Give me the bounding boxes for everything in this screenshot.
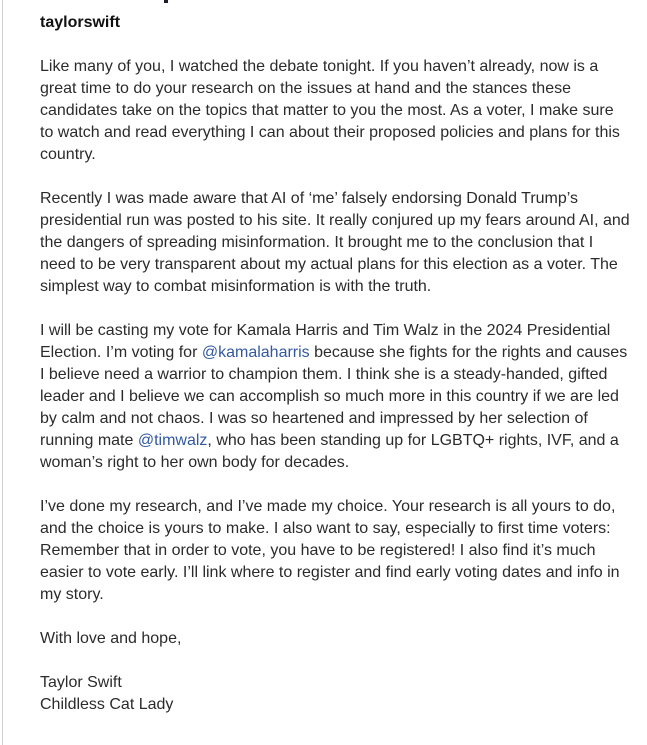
caption-text-between-mentions: because she fights for the rights and causes I believe need a warrior to champion them. I think she is a steady-handed, gifted leader and I believe we can accomplish so much more in this country if we are led by calm and not chaos. I was so heartened and impressed by her selection of running mate: [40, 344, 628, 449]
signature-name: Taylor Swift: [40, 674, 122, 691]
caption-paragraph-4: I’ve done my research, and I’ve made my choice. Your research is all yours to do, and the choice is yours to make. I also want to say, especially to first time voters: Remember that in order to vote, you have to be registered! I also find it’s much easier to vote early. I’ll link where to register and find early voting dates and info in my story.: [40, 498, 620, 603]
caption-paragraph-2: Recently I was made aware that AI of ‘me’ falsely endorsing Donald Trump’s presidential run was posted to his site. It really conjured up my fears around AI, and the dangers of spreading misinformation. It brought me to the conclusion that I need to be very transparent about my actual plans for this election as a voter. The simplest way to combat misinformation is with the truth.: [40, 190, 630, 295]
mention-timwalz[interactable]: @timwalz: [137, 432, 208, 449]
caption-text-before-kamala: I will be casting my vote for Kamala Harris and Tim Walz in the 2024 Presidential Election. I’m voting for: [40, 322, 611, 361]
mention-kamalaharris[interactable]: @kamalaharris: [201, 344, 310, 361]
caption-paragraph-3: [40, 320, 631, 474]
caption-signature: [40, 672, 631, 716]
signature-title: Childless Cat Lady: [40, 696, 174, 713]
caption-closing: With love and hope,: [40, 630, 182, 647]
username[interactable]: taylorswift: [40, 14, 121, 31]
caption-paragraph-1: Like many of you, I watched the debate tonight. If you haven’t already, now is a great time to do your research on the issues at hand and the stances these candidates take on the topics that matter to you the most. As a voter, I make sure to watch and read everything I can about their proposed policies and plans for this country.: [40, 58, 620, 163]
caption-text-after-timwalz: , who has been standing up for LGBTQ+ rights, IVF, and a woman’s right to her own body for decades.: [40, 432, 619, 471]
